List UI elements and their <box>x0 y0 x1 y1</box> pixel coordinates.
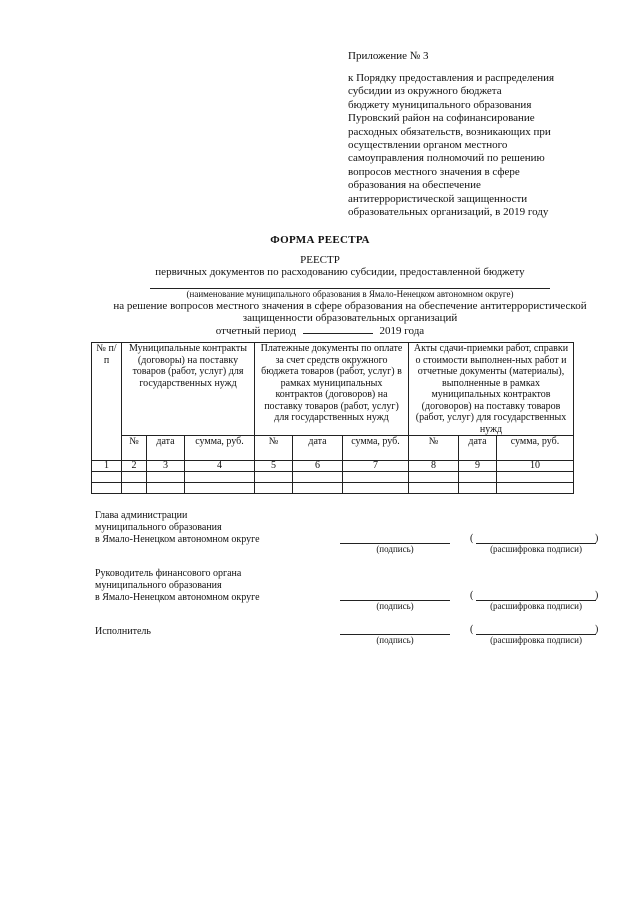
sub-date: дата <box>293 436 343 461</box>
period-year: 2019 года <box>379 325 425 337</box>
table-header-row <box>92 343 574 436</box>
paren-close: ) <box>595 590 599 601</box>
paren-open: ( <box>470 624 474 635</box>
table-cell <box>147 472 185 483</box>
sub-no: № <box>255 436 293 461</box>
signatory-executor-label: Исполнитель <box>95 626 151 637</box>
decode-caption: (расшифровка подписи) <box>490 544 582 554</box>
table-cell <box>343 472 409 483</box>
table-cell <box>255 472 293 483</box>
municipality-name-caption: (наименование муниципального образования в Ямало-Ненецком автономном округе) <box>186 289 514 299</box>
column-number: 7 <box>343 461 409 472</box>
table-cell <box>409 483 459 494</box>
sub-amount: сумма, руб. <box>185 436 255 461</box>
column-number: 2 <box>122 461 147 472</box>
table-cell <box>92 483 122 494</box>
column-number: 10 <box>497 461 574 472</box>
table-cell <box>497 472 574 483</box>
paren-open: ( <box>470 533 474 544</box>
table-cell <box>185 472 255 483</box>
sub-date: дата <box>459 436 497 461</box>
table-cell <box>497 483 574 494</box>
column-numbers-row <box>92 461 574 472</box>
form-title: ФОРМА РЕЕСТРА <box>270 234 370 246</box>
signature-caption: (подпись) <box>376 544 414 554</box>
column-number: 4 <box>185 461 255 472</box>
paren-close: ) <box>595 533 599 544</box>
table-subheader-row <box>92 436 574 461</box>
paren-open: ( <box>470 590 474 601</box>
table-cell <box>147 483 185 494</box>
signatory-head-label: Глава администрации муниципального образования в Ямало-Ненецком автономном округе <box>95 510 260 545</box>
table-cell <box>122 472 147 483</box>
header-payments: Платежные документы по оплате за счет средств окружного бюджета товаров (работ, услуг) в рамках муниципальных контрактов (договоров) на поставку товаров (работ, услуг) для государственных нужд <box>255 343 409 436</box>
annex-reference: к Порядку предоставления и распределения субсидии из окружного бюджета бюджету муниципального образования Пуровский район на софинансирование расходных обязательств, возникающих при осуществлении органом местного самоуправления полномочий по решению вопросов местного значения в сфере образования на обеспечение антитеррористической защищенности образовательных организаций, в 2019 году <box>348 72 555 219</box>
table-cell <box>293 483 343 494</box>
table-cell <box>343 483 409 494</box>
sub-date: дата <box>147 436 185 461</box>
decode-caption: (расшифровка подписи) <box>490 635 582 645</box>
column-number: 9 <box>459 461 497 472</box>
table-cell <box>185 483 255 494</box>
header-contracts: Муниципальные контракты (договоры) на поставку товаров (работ, услуг) для государственных нужд <box>122 343 255 436</box>
signature-caption: (подпись) <box>376 635 414 645</box>
sub-no: № <box>122 436 147 461</box>
annex-title: Приложение № 3 <box>348 50 429 62</box>
column-number: 3 <box>147 461 185 472</box>
column-number: 8 <box>409 461 459 472</box>
table-cell <box>92 472 122 483</box>
period-label: отчетный период <box>215 325 297 337</box>
reporting-period <box>0 324 640 337</box>
table-cell <box>255 483 293 494</box>
column-number: 6 <box>293 461 343 472</box>
decode-caption: (расшифровка подписи) <box>490 601 582 611</box>
table-cell <box>409 472 459 483</box>
register-table <box>91 342 574 494</box>
signatory-finance-label: Руководитель финансового органа муниципального образования в Ямало-Ненецком автономном округе <box>95 568 260 603</box>
column-number: 1 <box>92 461 122 472</box>
register-title: РЕЕСТР <box>300 254 340 266</box>
register-purpose: на решение вопросов местного значения в сфере образования на обеспечение антитеррористической защищенности образовательных организаций <box>113 300 587 325</box>
column-number: 5 <box>255 461 293 472</box>
table-row <box>92 483 574 494</box>
paren-close: ) <box>595 624 599 635</box>
sub-no: № <box>409 436 459 461</box>
signature-caption: (подпись) <box>376 601 414 611</box>
header-acts: Акты сдачи-приемки работ, справки о стоимости выполнен-ных работ и отчетные документы (материалы), выполненные в рамках муниципальных контрактов (договоров) на поставку товаров (работ, услуг) для государственных нужд <box>409 343 574 436</box>
header-num: № п/п <box>92 343 122 461</box>
table-cell <box>459 472 497 483</box>
table-row <box>92 472 574 483</box>
sub-amount: сумма, руб. <box>497 436 574 461</box>
table-cell <box>459 483 497 494</box>
register-subtitle: первичных документов по расходованию субсидии, предоставленной бюджету <box>155 266 525 278</box>
table-cell <box>293 472 343 483</box>
sub-amount: сумма, руб. <box>343 436 409 461</box>
period-blank-line <box>303 324 373 334</box>
table-cell <box>122 483 147 494</box>
